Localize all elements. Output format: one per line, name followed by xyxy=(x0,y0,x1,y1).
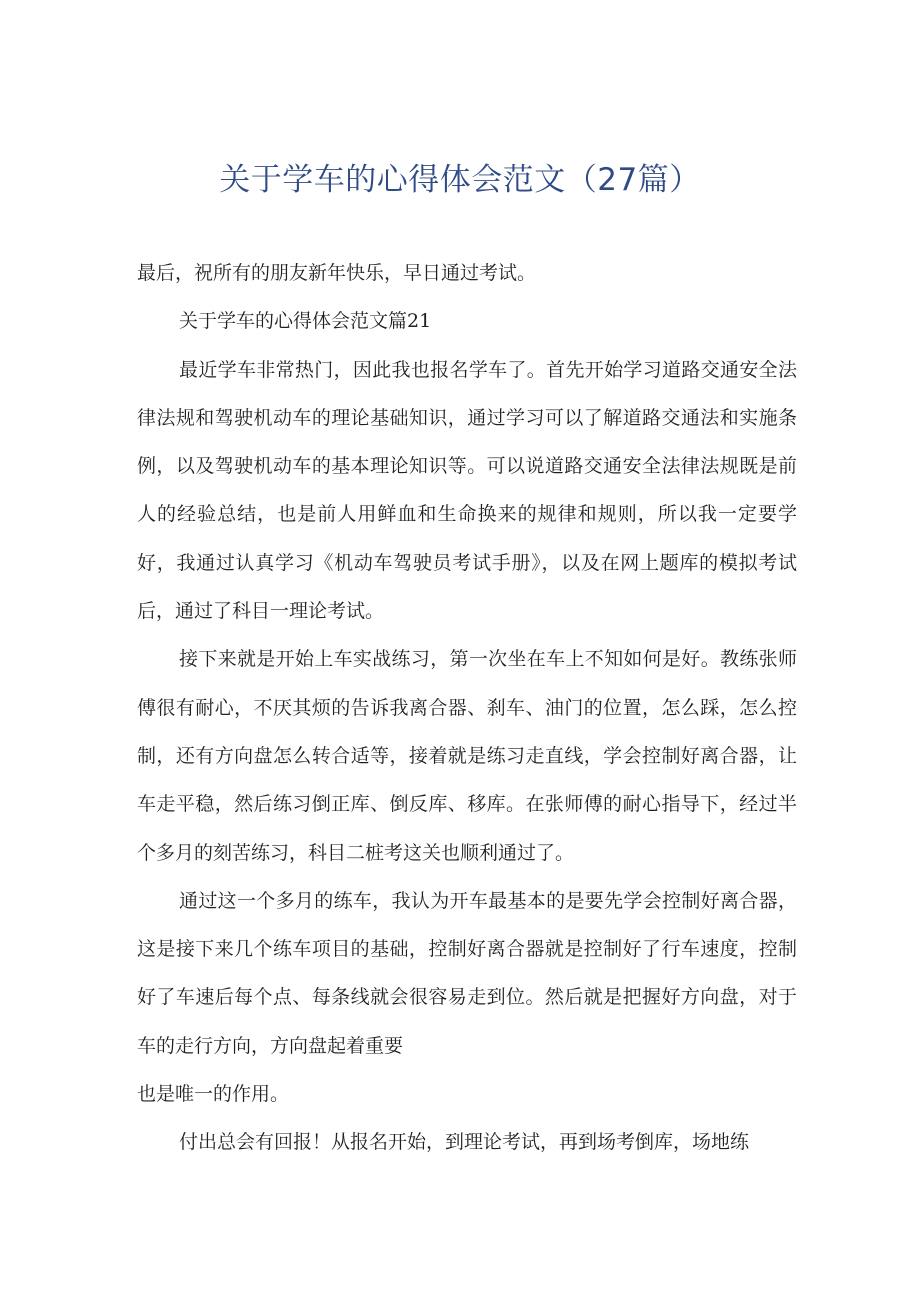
paragraph: 接下来就是开始上车实战练习，第一次坐在车上不知如何是好。教练张师傅很有耐心，不厌其烦的告诉我离合器、刹车、油门的位置，怎么踩，怎么控制，还有方向盘怎么转合适等，接着就是练习走直线，学会控制好离合器，让车走平稳，然后练习倒正库、倒反库、移库。在张师傅的耐心指导下，经过半个多月的刻苦练习，科目二桩考这关也顺利通过了。 xyxy=(137,648,797,864)
document-body xyxy=(137,249,797,1167)
paragraph: 付出总会有回报！从报名开始，到理论考试，再到场考倒库，场地练 xyxy=(179,1131,750,1154)
document-title: 关于学车的心得体会范文（27篇） xyxy=(219,162,701,198)
paragraph: 最近学车非常热门，因此我也报名学车了。首先开始学习道路交通安全法律法规和驾驶机动车的理论基础知识，通过学习可以了解道路交通法和实施条例，以及驾驶机动车的基本理论知识等。可以说道路交通安全法律法规既是前人的经验总结，也是前人用鲜血和生命换来的规律和规则，所以我一定要学好，我通过认真学习《机动车驾驶员考试手册》，以及在网上题库的模拟考试后，通过了科目一理论考试。 xyxy=(137,358,797,623)
paragraph: 通过这一个多月的练车，我认为开车最基本的是要先学会控制好离合器，这是接下来几个练车项目的基础，控制好离合器就是控制好了行车速度，控制好了车速后每个点、每条线就会很容易走到位。然后就是把握好方向盘，对于车的走行方向，方向盘起着重要 xyxy=(137,889,797,1057)
paragraph: 也是唯一的作用。 xyxy=(137,1083,290,1106)
paragraph: 最后，祝所有的朋友新年快乐，早日通过考试。 xyxy=(137,262,537,284)
section-heading: 关于学车的心得体会范文篇21 xyxy=(179,310,432,333)
